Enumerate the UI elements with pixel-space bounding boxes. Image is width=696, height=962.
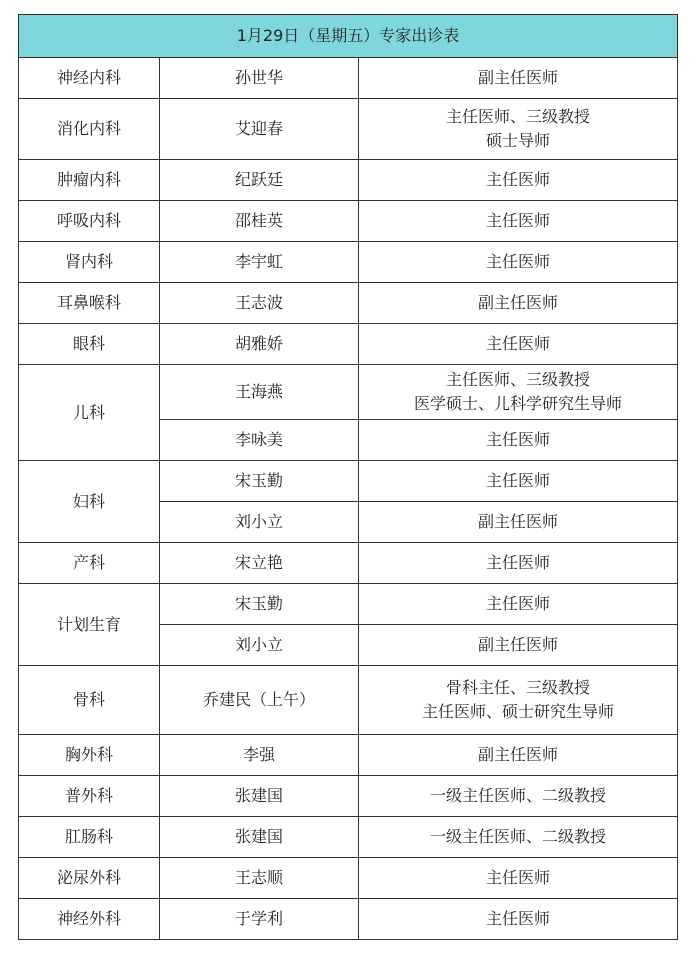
doctor-cell: 张建国 [160, 776, 359, 817]
title-cell [359, 776, 678, 817]
table-title-row [19, 15, 678, 58]
department-cell: 眼科 [19, 324, 160, 365]
department-cell: 肛肠科 [19, 817, 160, 858]
table-row [19, 735, 678, 776]
title-cell [359, 420, 678, 461]
title-cell [359, 625, 678, 666]
title-cell [359, 58, 678, 99]
doctor-cell: 乔建民（上午） [160, 666, 359, 735]
department-cell: 普外科 [19, 776, 160, 817]
title-line: 主任医师 [486, 471, 551, 490]
department-cell: 呼吸内科 [19, 201, 160, 242]
doctor-cell: 王志波 [160, 283, 359, 324]
title-cell [359, 160, 678, 201]
title-line: 主任医师 [486, 594, 551, 613]
doctor-cell: 王海燕 [160, 365, 359, 420]
doctor-cell: 胡雅娇 [160, 324, 359, 365]
doctor-cell: 李强 [160, 735, 359, 776]
doctor-cell: 纪跃廷 [160, 160, 359, 201]
table-row [19, 160, 678, 201]
schedule-table [18, 14, 678, 940]
title-line: 医学硕士、儿科学研究生导师 [414, 394, 623, 413]
table-row [19, 283, 678, 324]
doctor-cell: 宋立艳 [160, 543, 359, 584]
title-line: 主任医师 [486, 868, 551, 887]
doctor-cell: 刘小立 [160, 502, 359, 543]
table-row [19, 899, 678, 940]
title-line: 主任医师 [486, 909, 551, 928]
table-row [19, 99, 678, 160]
title-cell [359, 201, 678, 242]
title-line: 副主任医师 [478, 635, 559, 654]
doctor-cell: 李宇虹 [160, 242, 359, 283]
title-cell [359, 502, 678, 543]
title-line: 硕士导师 [486, 131, 551, 150]
doctor-cell: 艾迎春 [160, 99, 359, 160]
doctor-cell: 张建国 [160, 817, 359, 858]
title-cell [359, 283, 678, 324]
title-line: 一级主任医师、二级教授 [430, 827, 607, 846]
department-cell: 耳鼻喉科 [19, 283, 160, 324]
doctor-cell: 孙世华 [160, 58, 359, 99]
table-row [19, 584, 678, 625]
title-cell [359, 666, 678, 735]
title-line: 副主任医师 [478, 745, 559, 764]
title-line: 一级主任医师、二级教授 [430, 786, 607, 805]
doctor-cell: 刘小立 [160, 625, 359, 666]
title-line: 骨科主任、三级教授 [446, 678, 591, 697]
title-cell [359, 817, 678, 858]
table-row [19, 324, 678, 365]
title-line: 主任医师 [486, 553, 551, 572]
department-cell: 计划生育 [19, 584, 160, 666]
table-row [19, 543, 678, 584]
title-line: 主任医师、三级教授 [446, 370, 591, 389]
title-line: 主任医师 [486, 170, 551, 189]
department-cell: 胸外科 [19, 735, 160, 776]
title-cell [359, 543, 678, 584]
table-row [19, 242, 678, 283]
table-row [19, 461, 678, 502]
title-cell [359, 899, 678, 940]
title-cell [359, 365, 678, 420]
table-title: 1月29日（星期五）专家出诊表 [19, 15, 678, 58]
title-line: 主任医师、硕士研究生导师 [422, 702, 615, 721]
doctor-cell: 宋玉勤 [160, 584, 359, 625]
doctor-cell: 于学利 [160, 899, 359, 940]
table-row [19, 201, 678, 242]
department-cell: 肿瘤内科 [19, 160, 160, 201]
table-row [19, 365, 678, 420]
title-line: 主任医师 [486, 334, 551, 353]
department-cell: 神经内科 [19, 58, 160, 99]
title-cell [359, 461, 678, 502]
title-line: 副主任医师 [478, 512, 559, 531]
table-row [19, 817, 678, 858]
table-row [19, 58, 678, 99]
title-cell [359, 584, 678, 625]
title-line: 副主任医师 [478, 68, 559, 87]
title-line: 主任医师 [486, 211, 551, 230]
department-cell: 骨科 [19, 666, 160, 735]
title-line: 主任医师 [486, 430, 551, 449]
doctor-cell: 李咏美 [160, 420, 359, 461]
table-row [19, 776, 678, 817]
department-cell: 神经外科 [19, 899, 160, 940]
title-cell [359, 324, 678, 365]
department-cell: 肾内科 [19, 242, 160, 283]
doctor-cell: 邵桂英 [160, 201, 359, 242]
department-cell: 产科 [19, 543, 160, 584]
title-line: 副主任医师 [478, 293, 559, 312]
title-cell [359, 858, 678, 899]
table-row [19, 858, 678, 899]
doctor-cell: 宋玉勤 [160, 461, 359, 502]
title-cell [359, 99, 678, 160]
title-cell [359, 735, 678, 776]
title-line: 主任医师 [486, 252, 551, 271]
department-cell: 儿科 [19, 365, 160, 461]
department-cell: 妇科 [19, 461, 160, 543]
department-cell: 消化内科 [19, 99, 160, 160]
title-cell [359, 242, 678, 283]
doctor-cell: 王志顺 [160, 858, 359, 899]
title-line: 主任医师、三级教授 [446, 107, 591, 126]
table-row [19, 666, 678, 735]
department-cell: 泌尿外科 [19, 858, 160, 899]
